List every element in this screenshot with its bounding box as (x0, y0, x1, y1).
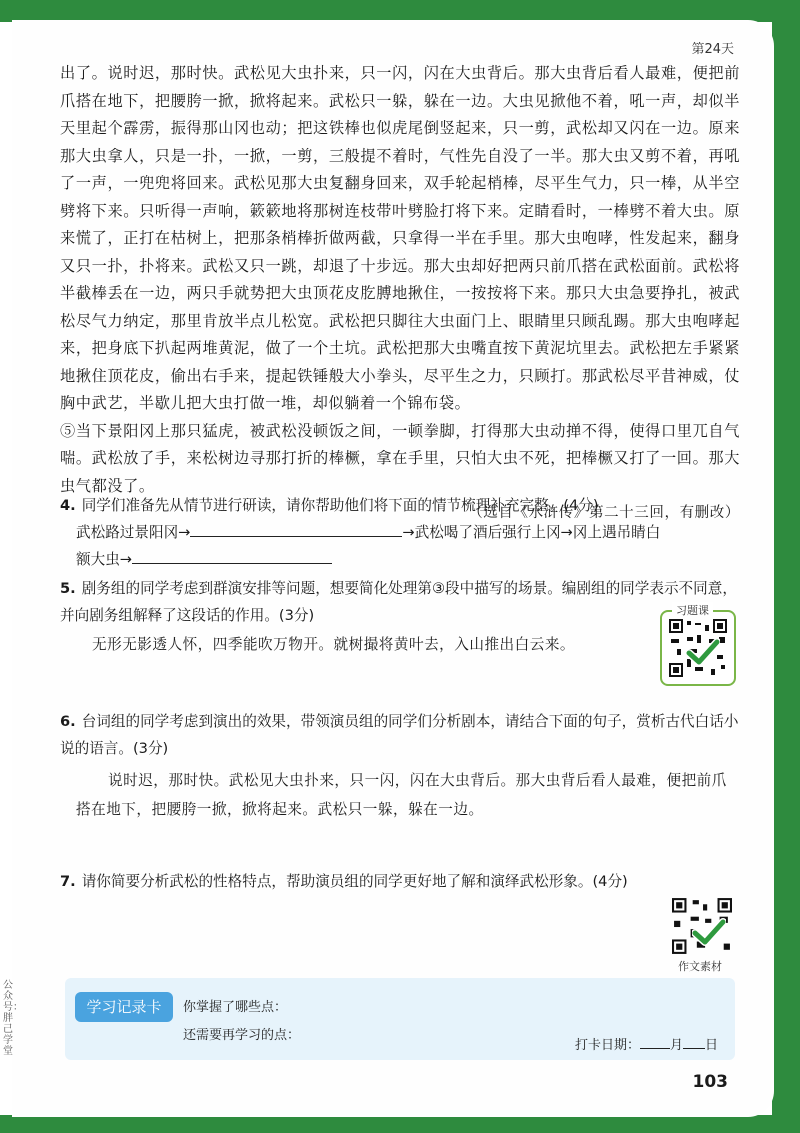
story-text (60, 60, 740, 528)
mastered-points-label: 你掌握了哪些点： (183, 1000, 288, 1015)
checkin-date (575, 1034, 718, 1053)
checkin-label: 打卡日期： (575, 1038, 641, 1053)
question-7 (60, 868, 740, 895)
answer-blank-2[interactable] (132, 549, 332, 564)
question-number: 5. (60, 580, 76, 597)
record-card-tab: 学习记录卡 (75, 992, 173, 1022)
question-6 (60, 708, 740, 824)
question-quote: 说时迟，那时快。武松见大虫扑来，只一闪，闪在大虫背后。那大虫背后看人最难，便把前爪搭在地下，把腰胯一掀，掀将起来。武松只一躲，躲在一边。 (76, 772, 727, 818)
flow-mid: →武松喝了酒后强行上冈→冈上遇吊睛白 (402, 524, 661, 541)
day-label: 第24天 (691, 42, 734, 57)
qr-code-exercise[interactable] (660, 610, 736, 686)
day-label-text: 日 (705, 1038, 719, 1053)
qr-label-writing: 作文素材 (678, 960, 722, 973)
answer-blank-1[interactable] (190, 522, 402, 537)
flow-end: 额大虫→ (76, 551, 133, 568)
question-quote: 无形无影透人怀，四季能吹万物开。就树撮将黄叶去，入山推出白云来。 (92, 636, 576, 653)
story-paragraph-5: ⑤当下景阳冈上那只猛虎，被武松没顿饭之间，一顿拳脚，打得那大虫动掸不得，使得口里兀自气喘。武松放了手，来松树边寻那打折的棒橛，拿在手里，只怕大虫不死，把棒橛又打了一回。那大虫气都没了。 (60, 421, 740, 495)
day-blank[interactable] (683, 1034, 705, 1049)
side-watermark: 公众号：胖己学堂 (3, 980, 23, 1057)
question-prompt: 请你简要分析武松的性格特点，帮助演员组的同学更好地了解和演绎武松形象。(4分) (81, 873, 628, 890)
question-prompt: 同学们准备先从情节进行研读，请你帮助他们将下面的情节梳理补充完整。(4分) (81, 497, 599, 514)
question-prompt: 剧务组的同学考虑到群演安排等问题，想要简化处理第③段中描写的场景。编剧组的同学表示不同意，并向剧务组解释了这段话的作用。(3分) (60, 580, 737, 624)
question-number: 6. (60, 713, 76, 730)
question-prompt: 台词组的同学考虑到演出的效果，带领演员组的同学们分析剧本，请结合下面的句子，赏析古代白话小说的语言。(3分) (60, 713, 739, 757)
month-label: 月 (670, 1038, 684, 1053)
review-points-label: 还需要再学习的点： (183, 1028, 301, 1043)
story-paragraph-continuation: 出了。说时迟，那时快。武松见大虫扑来，只一闪，闪在大虫背后。那大虫背后看人最难，便把前爪搭在地下，把腰胯一掀，掀将起来。武松只一躲，躲在一边。大虫见掀他不着，吼一声，却似半天里起个霹雳，振得那山冈也动；把这铁棒也似虎尾倒竖起来，只一剪，武松却又闪在一边。原来那大虫拿人，只是一扑，一掀，一剪，三般提不着时，气性先自没了一半。那大虫又剪不着，再吼了一声，一兜兜将回来。武松见那大虫复翻身回来，双手轮起梢棒，尽平生气力，只一棒，从半空劈将下来。只听得一声响，簌簌地将那树连枝带叶劈脸打将下来。定睛看时，一棒劈不着大虫。原来慌了，正打在枯树上，把那条梢棒折做两截，只拿得一半在手里。那大虫咆哮，性发起来，翻身又只一扑，扑将来。武松又只一跳，却退了十步远。那大虫却好把两只前爪搭在武松面前。武松将半截棒丢在一边，两只手就势把大虫顶花皮肐膊地揪住，一按按将下来。那只大虫急要挣扎，被武松尽气力纳定，那里肯放半点儿松宽。武松把只脚往大虫面门上、眼睛里只顾乱踢。那大虫咆哮起来，把身底下扒起两堆黄泥，做了一个土坑。武松把那大虫嘴直按下黄泥坑里去。武松把左手紧紧地揪住顶花皮，偷出右手来，提起铁锤般大小拳头，尽平生之力，只顾打。那武松尽平昔神威，仗胸中武艺，半歇儿把大虫打做一堆，却似躺着一个锦布袋。 (60, 64, 740, 412)
qr-label-exercise: 习题课 (672, 602, 713, 618)
check-icon (686, 638, 720, 666)
question-number: 4. (60, 497, 76, 514)
month-blank[interactable] (640, 1034, 670, 1049)
qr-code-writing[interactable] (672, 898, 736, 956)
question-number: 7. (60, 873, 76, 890)
story-source: （选自《水浒传》第二十三回，有删改） (468, 505, 740, 521)
page-number: 103 (692, 1072, 728, 1092)
question-4 (60, 492, 740, 573)
check-icon (692, 918, 726, 946)
flow-start: 武松路过景阳冈→ (76, 524, 191, 541)
question-5 (60, 575, 740, 658)
learning-record-card (65, 978, 735, 1060)
